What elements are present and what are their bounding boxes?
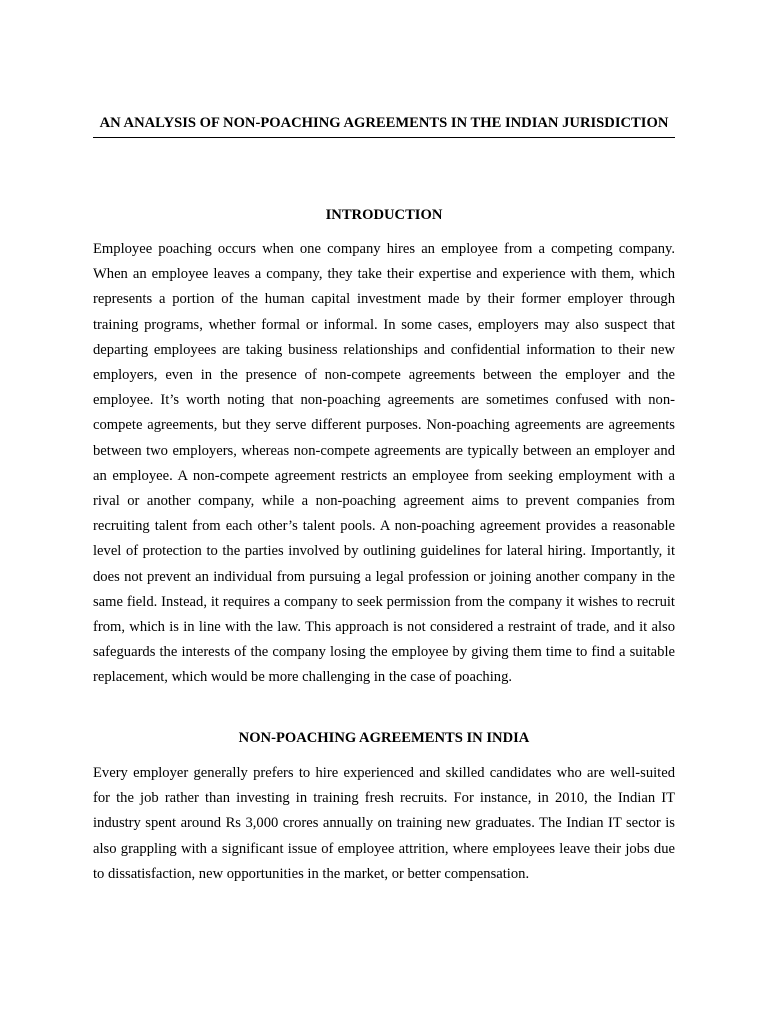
section-heading-non-poaching-india: NON-POACHING AGREEMENTS IN INDIA — [238, 730, 530, 746]
title-block — [93, 110, 675, 138]
section-paragraph-non-poaching-india: Every employer generally prefers to hire experienced and skilled candidates who are well-suited for the job rather than investing in training fresh recruits. For instance, in 2010, the Indian IT industry spent around Rs 3,000 crores annually on training new graduates. The Indian IT sector is also grappling with a significant issue of employee attrition, where employees leave their jobs due to dissatisfaction, new opportunities in the market, or better compensation. — [93, 765, 675, 882]
section-paragraph-introduction: Employee poaching occurs when one company hires an employee from a competing company. When an employee leaves a company, they take their expertise and experience with them, which represents a portion of the human capital investment made by their former employer through training programs, whether formal or informal. In some cases, employers may also suspect that departing employees are taking business relationships and confidential information to their new employers, even in the presence of non-compete agreements between the employer and the employee. It’s worth noting that non-poaching agreements are sometimes confused with non-compete agreements, but they serve different purposes. Non-poaching agreements are agreements between two employers, whereas non-compete agreements are typically between an employer and an employee. A non-compete agreement restricts an employee from seeking employment with a rival or another company, while a non-poaching agreement aims to prevent companies from recruiting talent from each other’s talent pools. A non-poaching agreement provides a reasonable level of protection to the parties involved by outlining guidelines for lateral hiring. Importantly, it does not prevent an individual from pursuing a legal profession or joining another company in the same field. Instead, it requires a company to seek permission from the company it wishes to recruit from, which is in line with the law. This approach is not considered a restraint of trade, and it also safeguards the interests of the company losing the employee by giving them time to find a suitable replacement, which would be more challenging in the case of poaching. — [93, 241, 675, 686]
document-title: AN ANALYSIS OF NON-POACHING AGREEMENTS IN THE INDIAN JURISDICTION — [99, 115, 669, 131]
section-heading-introduction: INTRODUCTION — [325, 207, 443, 223]
